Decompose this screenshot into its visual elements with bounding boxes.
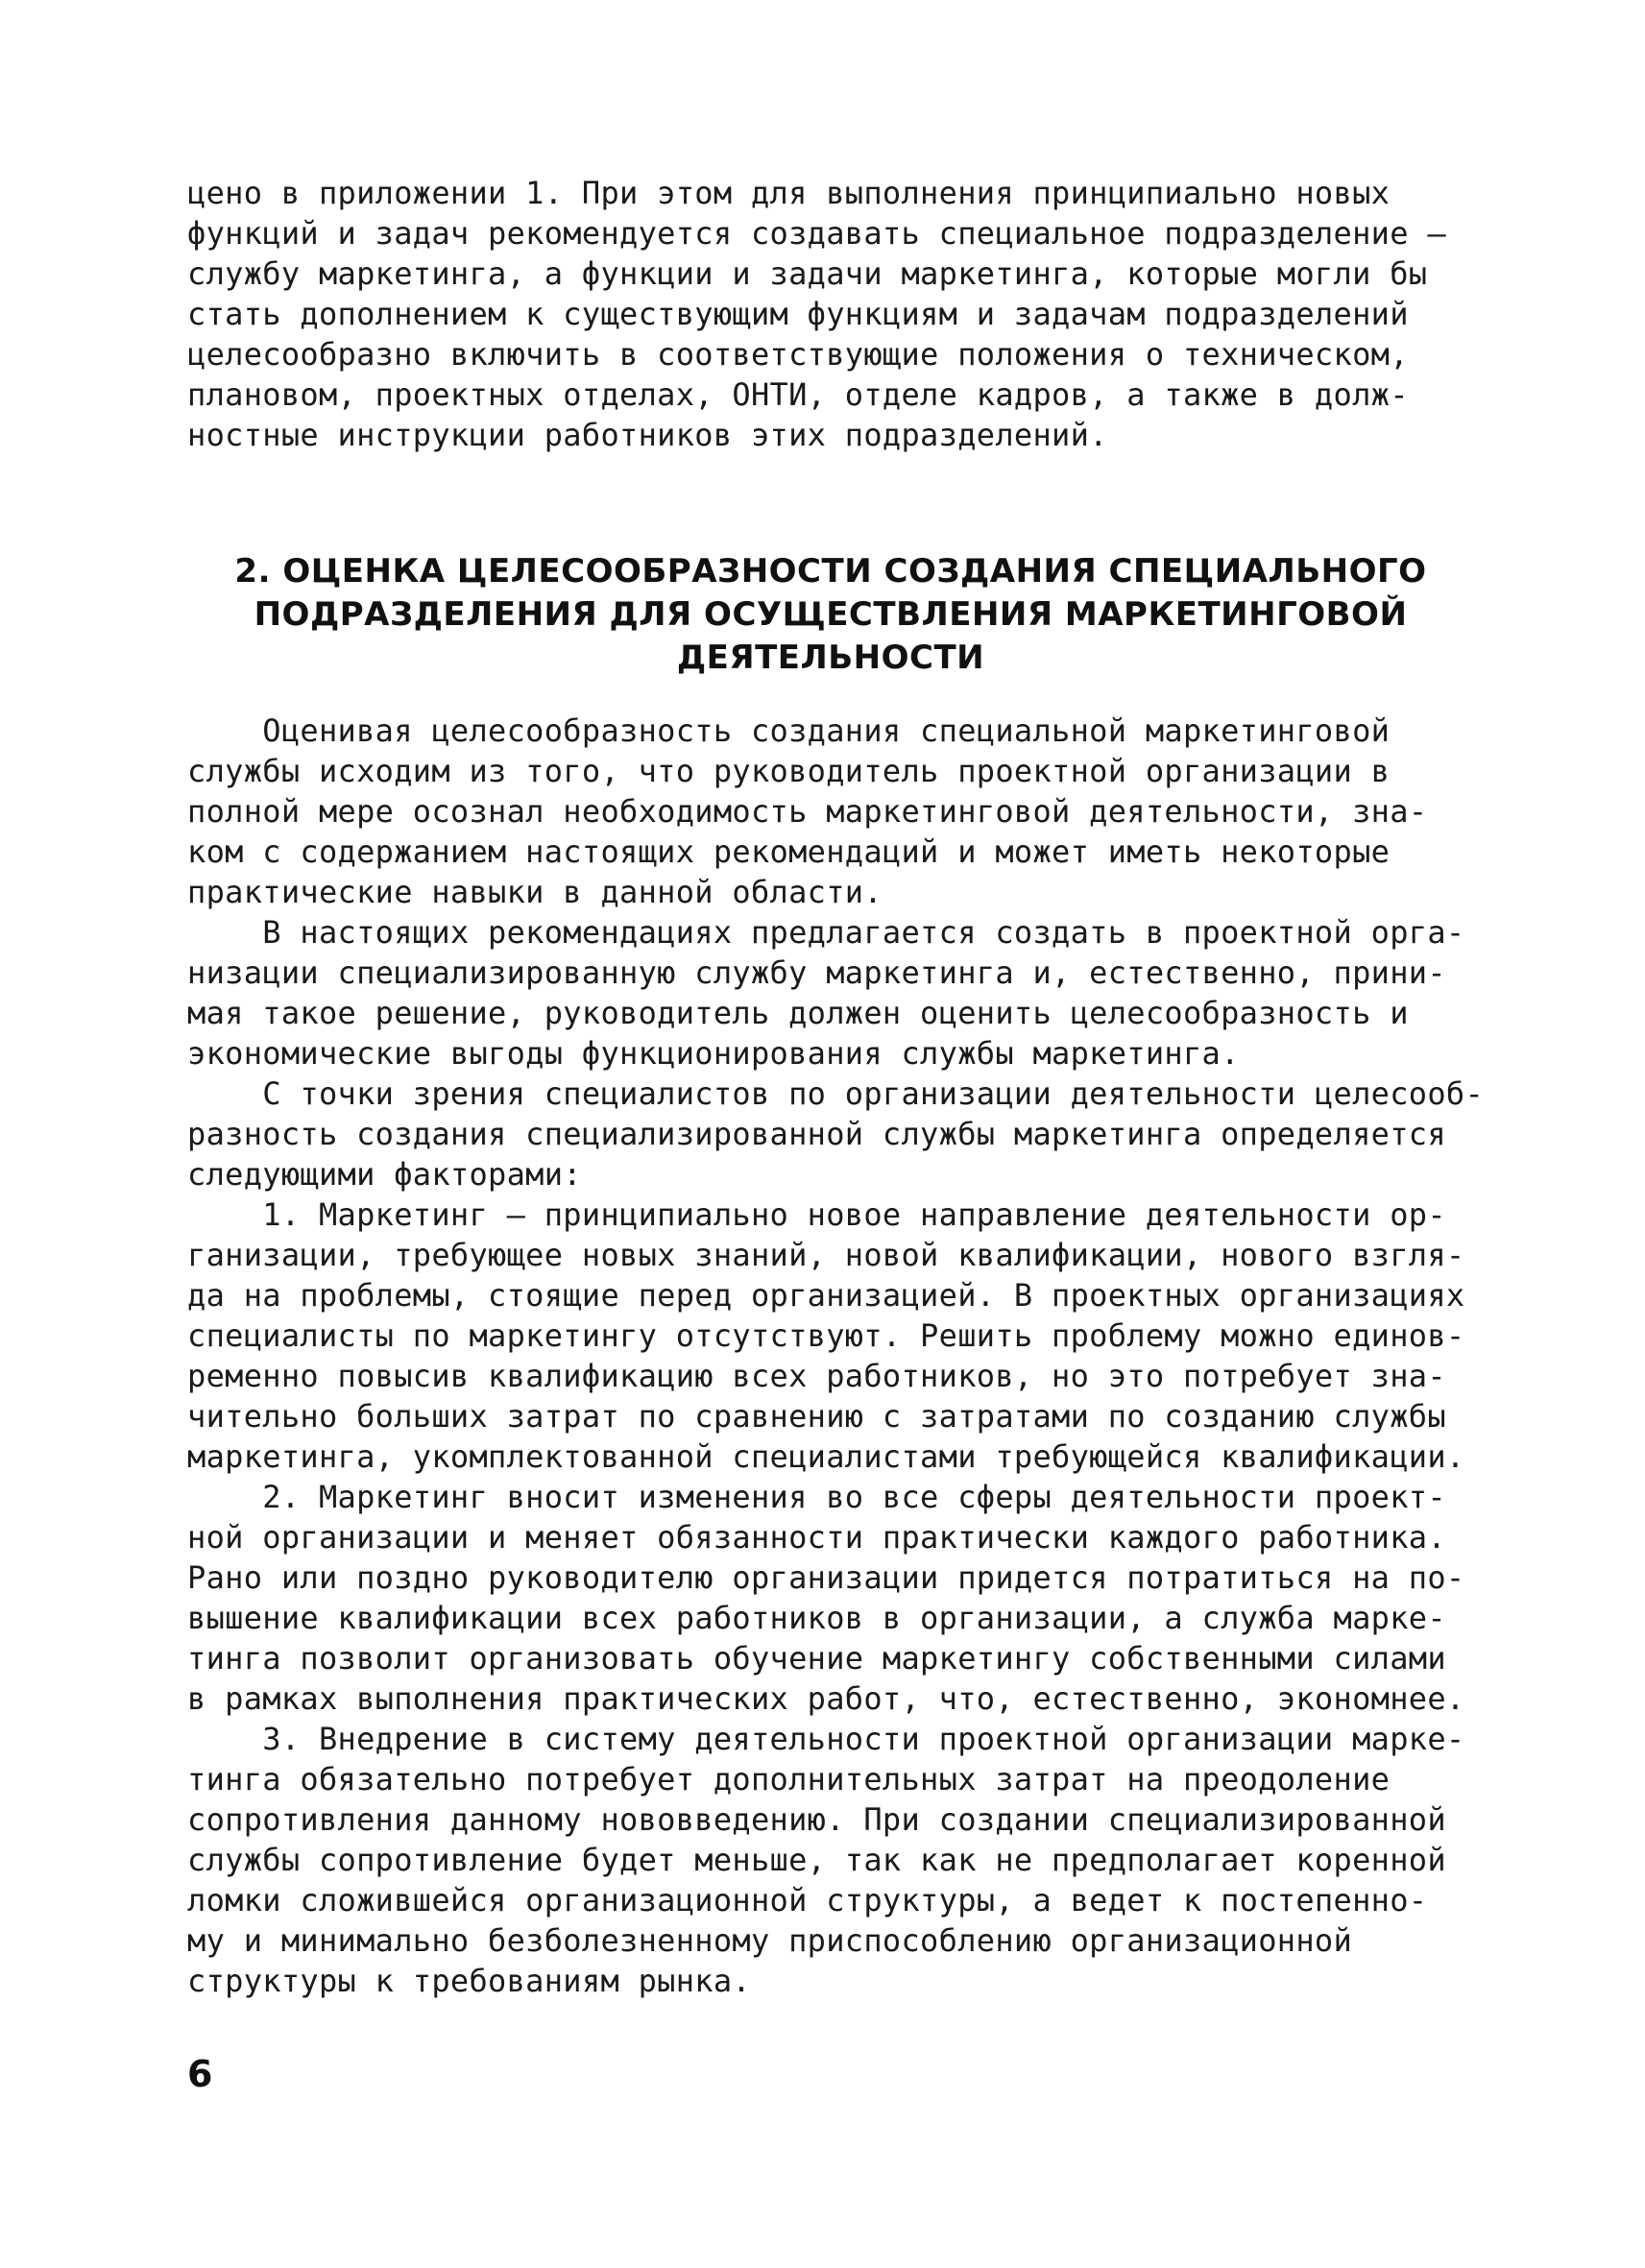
text-line: вышение квалификации всех работников в организации, а служба марке- xyxy=(187,1600,1446,1636)
text-line: разность создания специализированной службы маркетинга определяется xyxy=(187,1116,1446,1152)
text-line: Рано или поздно руководителю организации придется потратиться на по- xyxy=(187,1559,1465,1596)
text-line: службы сопротивление будет меньше, так как не предполагает коренной xyxy=(187,1842,1446,1878)
heading-line: 2. ОЦЕНКА ЦЕЛЕСООБРАЗНОСТИ СОЗДАНИЯ СПЕЦИАЛЬНОГО xyxy=(234,552,1427,591)
text-line: службу маркетинга, а функции и задачи маркетинга, которые могли бы xyxy=(187,255,1428,292)
text-line: низации специализированную службу маркетинга и, естественно, прини- xyxy=(187,954,1446,991)
text-line: практические навыки в данной области. xyxy=(187,874,883,910)
text-line: ком с содержанием настоящих рекомендаций и может иметь некоторые xyxy=(187,833,1391,870)
text-line: ностные инструкции работников этих подразделений. xyxy=(187,417,1108,453)
text-line: 1. Маркетинг – принципиально новое направление деятельности ор- xyxy=(187,1196,1446,1233)
text-line: тинга позволит организовать обучение маркетингу собственными силами xyxy=(187,1640,1446,1677)
text-line: С точки зрения специалистов по организации деятельности целесооб- xyxy=(187,1075,1485,1112)
text-line: Оценивая целесообразность создания специальной маркетинговой xyxy=(187,712,1391,749)
text-line: 2. Маркетинг вносит изменения во все сферы деятельности проект- xyxy=(187,1479,1446,1515)
text-line: маркетинга, укомплектованной специалистами требующейся квалификации. xyxy=(187,1438,1465,1475)
heading-line: ПОДРАЗДЕЛЕНИЯ ДЛЯ ОСУЩЕСТВЛЕНИЯ МАРКЕТИНГОВОЙ xyxy=(254,595,1408,634)
text-line: целесообразно включить в соответствующие положения о техническом, xyxy=(187,336,1409,373)
text-line: му и минимально безболезненному приспособлению организационной xyxy=(187,1922,1353,1959)
text-line: структуры к требованиям рынка. xyxy=(187,1963,751,1999)
text-line: мая такое решение, руководитель должен оценить целесообразность и xyxy=(187,995,1409,1031)
text-line: ломки сложившейся организационной структуры, а ведет к постепенно- xyxy=(187,1882,1428,1918)
heading-line: ДЕЯТЕЛЬНОСТИ xyxy=(676,639,985,677)
text-line: ганизации, требующее новых знаний, новой квалификации, нового взгля- xyxy=(187,1237,1465,1273)
text-line: экономические выгоды функционирования службы маркетинга. xyxy=(187,1035,1240,1072)
text-line: ной организации и меняет обязанности практически каждого работника. xyxy=(187,1519,1446,1556)
text-line: В настоящих рекомендациях предлагается создать в проектной орга- xyxy=(187,914,1465,951)
text-line: стать дополнением к существующим функциям и задачам подразделений xyxy=(187,296,1409,332)
page-number: 6 xyxy=(187,2053,213,2095)
text-line: чительно больших затрат по сравнению с затратами по созданию службы xyxy=(187,1398,1446,1435)
text-line: тинга обязательно потребует дополнительных затрат на преодоление xyxy=(187,1761,1391,1798)
text-line: 3. Внедрение в систему деятельности проектной организации марке- xyxy=(187,1721,1465,1757)
text-line: специалисты по маркетингу отсутствуют. Решить проблему можно единов- xyxy=(187,1317,1465,1354)
text-line: сопротивления данному нововведению. При создании специализированной xyxy=(187,1801,1446,1838)
text-line: ременно повысив квалификацию всех работников, но это потребует зна- xyxy=(187,1358,1446,1394)
text-line: службы исходим из того, что руководитель проектной организации в xyxy=(187,753,1391,789)
text-line: цено в приложении 1. При этом для выполнения принципиально новых xyxy=(187,175,1391,211)
text-line: в рамках выполнения практических работ, что, естественно, экономнее. xyxy=(187,1680,1465,1717)
text-line: плановом, проектных отделах, ОНТИ, отделе кадров, а также в долж- xyxy=(187,376,1409,413)
text-line: да на проблемы, стоящие перед организацией. В проектных организациях xyxy=(187,1277,1465,1314)
text-line: следующими факторами: xyxy=(187,1156,582,1193)
text-line: функций и задач рекомендуется создавать специальное подразделение – xyxy=(187,215,1446,252)
text-line: полной мере осознал необходимость маркетинговой деятельности, зна- xyxy=(187,793,1428,830)
